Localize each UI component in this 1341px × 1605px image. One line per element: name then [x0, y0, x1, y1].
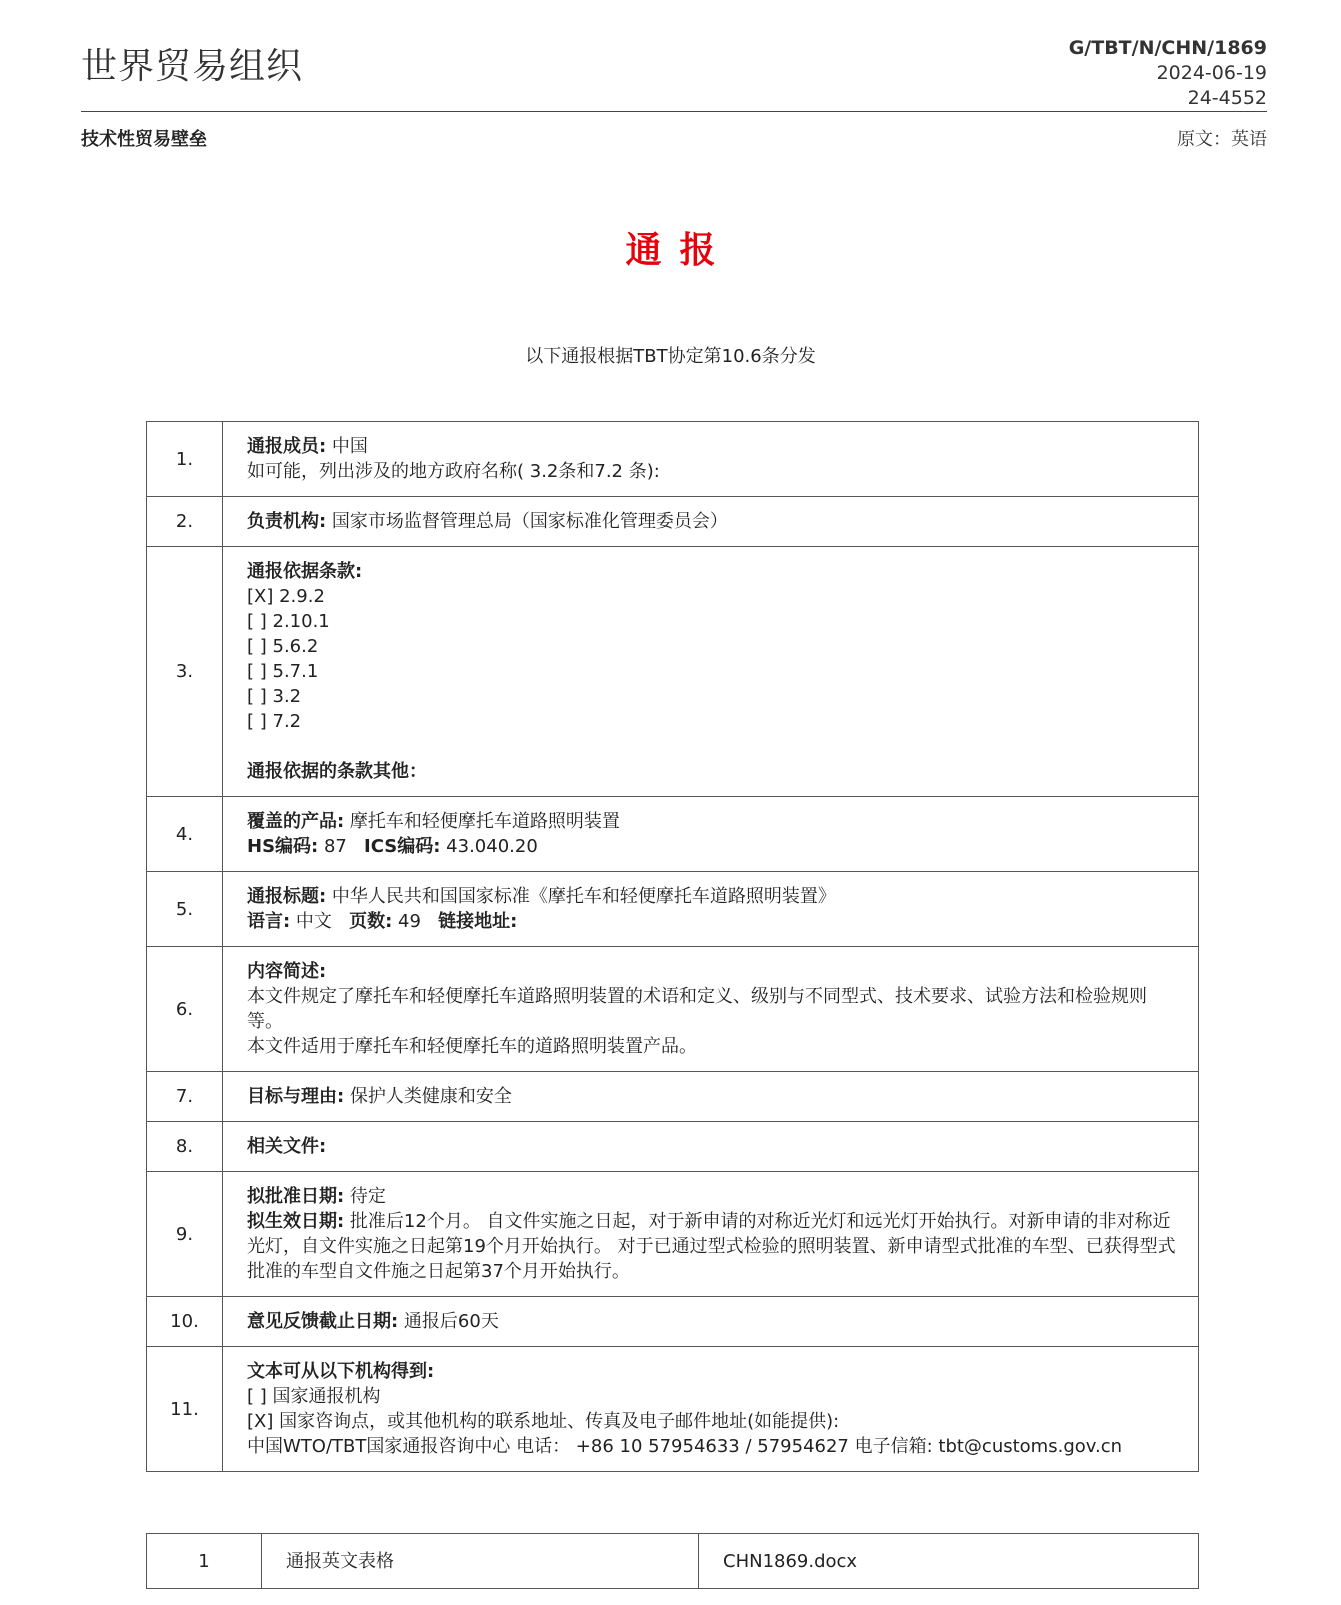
field-value: 中华人民共和国国家标准《摩托车和轻便摩托车道路照明装置》: [326, 886, 836, 907]
row-content: [223, 797, 1199, 872]
row-number: 6.: [147, 947, 223, 1072]
table-row: [147, 1072, 1199, 1122]
list-item: [ ] 2.10.1: [247, 611, 330, 632]
table-row: [147, 797, 1199, 872]
list-item: [X] 2.9.2: [247, 586, 325, 607]
row-number: 7.: [147, 1072, 223, 1122]
row-content: [223, 947, 1199, 1072]
spacer: [247, 734, 1178, 759]
row-content: [223, 497, 1199, 547]
row-content: [223, 422, 1199, 497]
field-value: 摩托车和轻便摩托车道路照明装置: [344, 811, 620, 832]
field-value: 批准后12个月。 自文件实施之日起，对于新申请的对称近光灯和远光灯开始执行。对新申请的非对称近光灯，自文件实施之日起第19个月开始执行。 对于已通过型式检验的照明装置、新申请型式批准的车型、已获得型式批准的车型自文件施之日起第37个月开始执行。: [247, 1211, 1176, 1282]
list-item: [ ] 5.7.1: [247, 661, 319, 682]
field-value: 本文件规定了摩托车和轻便摩托车道路照明装置的术语和定义、级别与不同型式、技术要求、试验方法和检验规则等。: [247, 986, 1147, 1032]
field-label: 目标与理由:: [247, 1086, 345, 1107]
table-row: [147, 547, 1199, 797]
table-row: [147, 1122, 1199, 1172]
field-value: 本文件适用于摩托车和轻便摩托车的道路照明装置产品。: [247, 1036, 697, 1057]
field-label: 意见反馈截止日期:: [247, 1311, 399, 1332]
table-row: [147, 422, 1199, 497]
department-label: 技术性贸易壁垒: [81, 129, 207, 150]
row-content: [223, 1122, 1199, 1172]
list-item: [X] 国家咨询点，或其他机构的联系地址、传真及电子邮件地址(如能提供):: [247, 1411, 840, 1432]
row-number: 1.: [147, 422, 223, 497]
row-number: 5.: [147, 872, 223, 947]
field-label: 通报成员:: [247, 436, 327, 457]
field-label: 通报依据的条款其他：: [247, 761, 427, 782]
row-number: 11.: [147, 1347, 223, 1472]
list-item: [ ] 5.6.2: [247, 636, 319, 657]
field-label: 链接地址:: [438, 911, 518, 932]
row-number: 8.: [147, 1122, 223, 1172]
field-value: 中国: [326, 436, 368, 457]
field-label: 通报标题:: [247, 886, 327, 907]
notification-subtitle: 以下通报根据TBT协定第10.6条分发: [525, 346, 816, 367]
table-row: [147, 1297, 1199, 1347]
field-label: 文本可从以下机构得到:: [247, 1361, 435, 1382]
list-item: [ ] 7.2: [247, 711, 302, 732]
field-label: 负责机构:: [247, 511, 327, 532]
field-label: 页数:: [349, 911, 393, 932]
row-number: 10.: [147, 1297, 223, 1347]
row-number: 9.: [147, 1172, 223, 1297]
doc-date: 2024-06-19: [1156, 62, 1267, 84]
field-label: 拟批准日期:: [247, 1186, 345, 1207]
field-value: 保护人类健康和安全: [344, 1086, 512, 1107]
field-value: 43.040.20: [440, 836, 538, 857]
field-value: 中文: [290, 911, 332, 932]
table-row: [147, 947, 1199, 1072]
attachment-table: [146, 1533, 1199, 1589]
field-value: 待定: [344, 1186, 386, 1207]
table-row: [147, 497, 1199, 547]
field-label: 覆盖的产品:: [247, 811, 345, 832]
row-content: [223, 872, 1199, 947]
field-label: ICS编码:: [364, 836, 441, 857]
field-label: 相关文件:: [247, 1136, 327, 1157]
field-value: 如可能，列出涉及的地方政府名称( 3.2条和7.2 条):: [247, 461, 660, 482]
row-content: [223, 1347, 1199, 1472]
field-label: 拟生效日期:: [247, 1211, 345, 1232]
row-content: [223, 1072, 1199, 1122]
notification-title: 通报: [625, 230, 734, 271]
row-content: [223, 1297, 1199, 1347]
field-value: 87: [318, 836, 347, 857]
document-meta: [1069, 36, 1267, 111]
attachment-number: 1: [147, 1534, 262, 1589]
field-label: 内容简述:: [247, 961, 327, 982]
row-number: 3.: [147, 547, 223, 797]
table-row: [147, 872, 1199, 947]
field-label: 通报依据条款:: [247, 561, 363, 582]
field-value: 49: [392, 911, 421, 932]
doc-number: 24-4552: [1187, 87, 1267, 109]
field-value: 国家市场监督管理总局（国家标准化管理委员会）: [326, 511, 728, 532]
list-item: [ ] 3.2: [247, 686, 302, 707]
original-language: 原文：英语: [1177, 129, 1267, 150]
list-item: [ ] 国家通报机构: [247, 1386, 381, 1407]
table-row: [147, 1172, 1199, 1297]
notification-table: [146, 421, 1199, 1472]
field-label: HS编码:: [247, 836, 319, 857]
doc-symbol: G/TBT/N/CHN/1869: [1068, 37, 1267, 59]
attachment-file-link[interactable]: CHN1869.docx: [699, 1534, 1199, 1589]
field-label: 语言:: [247, 911, 291, 932]
row-content: [223, 1172, 1199, 1297]
table-row: [147, 1534, 1199, 1589]
contact-info: 中国WTO/TBT国家通报咨询中心 电话： +86 10 57954633 / 57954627 电子信箱: tbt@customs.gov.cn: [247, 1436, 1123, 1457]
header-divider: [81, 111, 1267, 112]
row-number: 4.: [147, 797, 223, 872]
attachment-name: 通报英文表格: [262, 1534, 699, 1589]
row-content: [223, 547, 1199, 797]
table-row: [147, 1347, 1199, 1472]
row-number: 2.: [147, 497, 223, 547]
field-value: 通报后60天: [398, 1311, 499, 1332]
org-title: 世界贸易组织: [81, 46, 304, 87]
